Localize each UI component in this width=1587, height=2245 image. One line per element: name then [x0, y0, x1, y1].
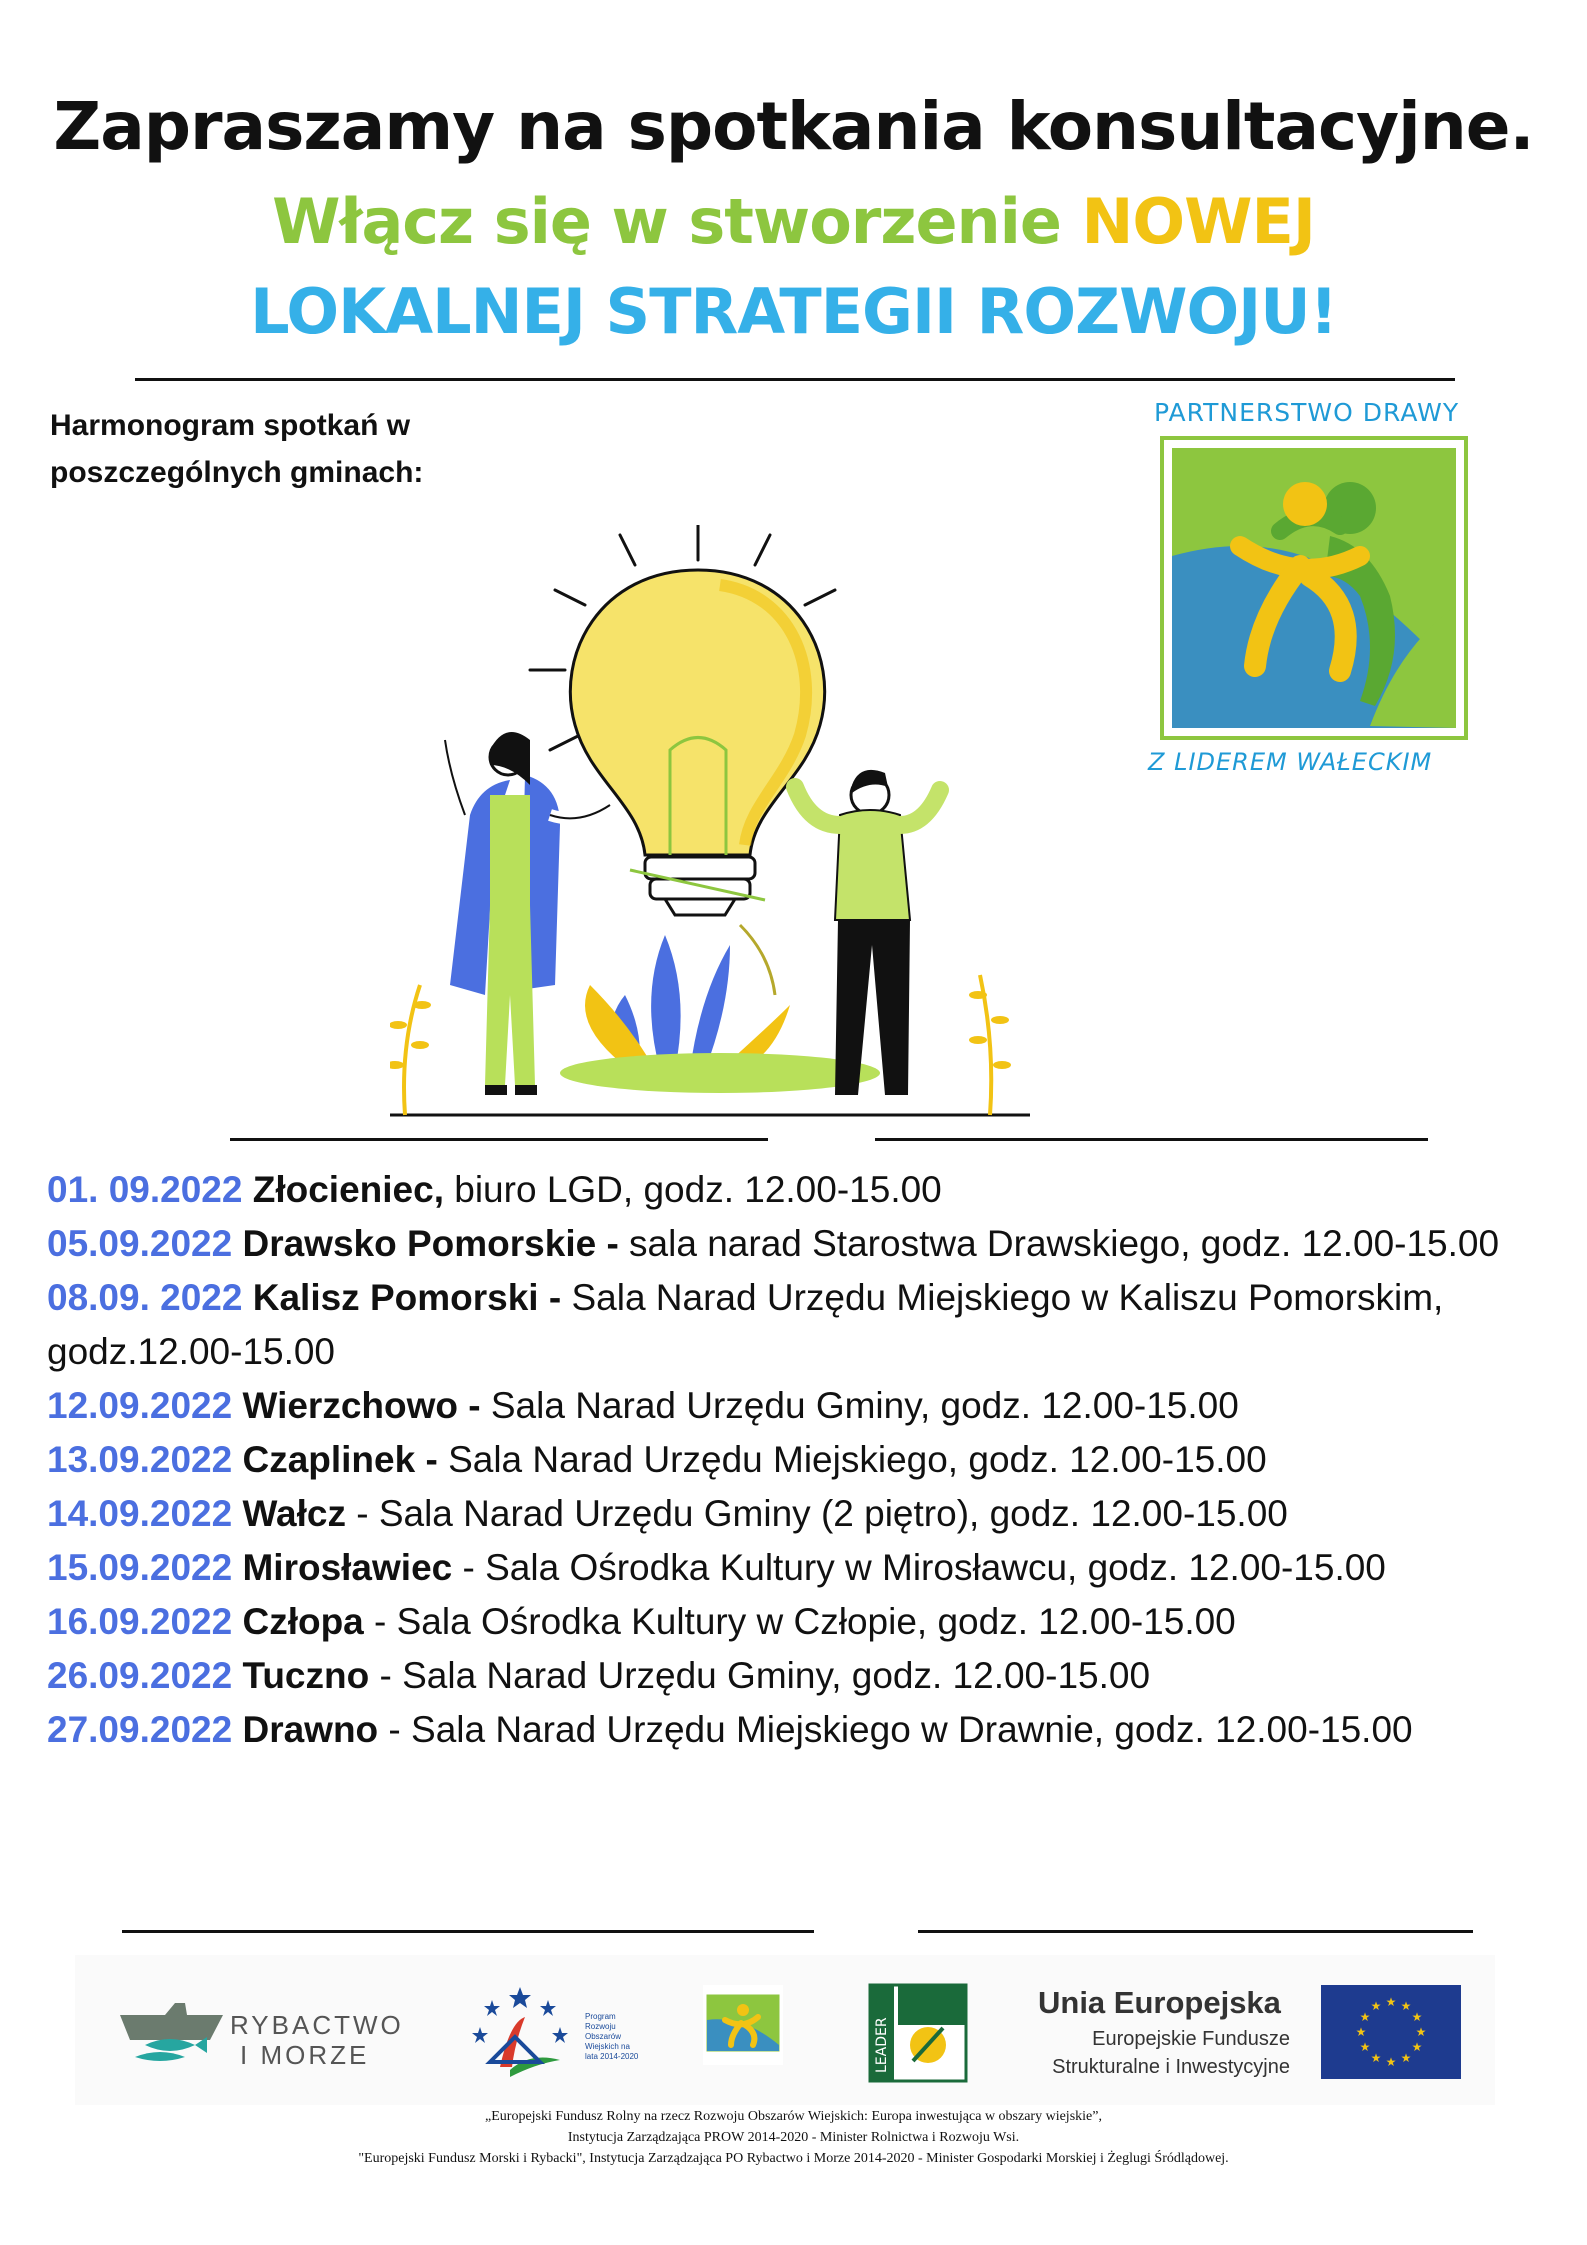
schedule-place: Złocieniec,	[252, 1169, 444, 1210]
eu-star-icon: ★	[1415, 2025, 1427, 2039]
schedule-place: Drawsko Pomorskie -	[242, 1223, 619, 1264]
logo-partnerstwo-top-text: PARTNERSTWO DRAWY	[1154, 398, 1460, 427]
schedule-item	[47, 1541, 1527, 1595]
prow-logo	[470, 1982, 570, 2082]
partnerstwo-drawy-small-logo	[703, 1985, 783, 2065]
schedule-date: 14.09.2022	[47, 1493, 233, 1534]
lightbulb-illustration	[390, 525, 1035, 1125]
leader-label: LEADER	[874, 2017, 890, 2073]
schedule-details: sala narad Starostwa Drawskiego, godz. 12.00-15.00	[618, 1223, 1500, 1264]
schedule-list	[47, 1163, 1547, 1757]
partnerstwo-drawy-logo	[1160, 436, 1468, 740]
ue-subtitle-line1: Europejskie Fundusze	[1092, 2028, 1290, 2050]
eu-star-icon: ★	[1359, 2010, 1371, 2024]
schedule-place: Drawno	[242, 1709, 379, 1750]
eu-star-icon: ★	[1385, 2055, 1397, 2069]
schedule-date: 13.09.2022	[47, 1439, 233, 1480]
schedule-date: 05.09.2022	[47, 1223, 233, 1264]
eu-star-icon: ★	[1370, 2050, 1382, 2065]
schedule-place: Wałcz	[242, 1493, 346, 1534]
schedule-date: 08.09. 2022	[47, 1277, 243, 1318]
schedule-item	[47, 1487, 1547, 1541]
ue-subtitle	[1010, 2025, 1290, 2081]
divider-bottom-left	[122, 1930, 814, 1933]
schedule-details: - Sala Ośrodka Kultury w Mirosławcu, godz. 12.00-15.00	[452, 1547, 1386, 1588]
eu-flag-icon	[1320, 1985, 1462, 2079]
divider-top	[135, 378, 1455, 381]
subheading-green-text: Włącz się w stworzenie	[272, 185, 1082, 258]
schedule-details: Sala Narad Urzędu Miejskiego, godz. 12.00-15.00	[437, 1439, 1267, 1480]
funding-note-line3: "Europejski Fundusz Morski i Rybacki", Instytucja Zarządzająca PO Rybactwo i Morze 2014-2020 - Minister Gospodarki Morskiej i Żeglugi Śródlądowej.	[358, 2151, 1229, 2166]
schedule-place: Wierzchowo -	[242, 1385, 481, 1426]
rybactwo-line1: RYBACTWO	[230, 2010, 404, 2040]
schedule-place: Człopa	[242, 1601, 364, 1642]
subheading-yellow-text: NOWEJ	[1081, 185, 1315, 258]
eu-star-icon: ★	[1400, 2050, 1412, 2065]
schedule-date: 01. 09.2022	[47, 1169, 243, 1210]
eu-star-icon: ★	[1411, 2010, 1423, 2024]
schedule-item	[47, 1217, 1527, 1271]
schedule-place: Czaplinek -	[242, 1439, 438, 1480]
main-heading: Zapraszamy na spotkania konsultacyjne.	[53, 88, 1534, 165]
schedule-intro-line1: Harmonogram spotkań w	[50, 409, 411, 442]
funding-notes	[0, 2106, 1587, 2169]
schedule-details: Sala Narad Urzędu Gminy, godz. 12.00-15.00	[480, 1385, 1239, 1426]
ue-subtitle-line2: Strukturalne i Inwestycyjne	[1052, 2056, 1290, 2078]
schedule-date: 16.09.2022	[47, 1601, 233, 1642]
schedule-item	[47, 1271, 1477, 1379]
subheading-line3: LOKALNEJ STRATEGII ROZWOJU!	[250, 275, 1337, 348]
schedule-item	[47, 1433, 1547, 1487]
schedule-intro	[50, 402, 570, 496]
subheading-line2	[0, 185, 1587, 258]
rybactwo-line2: I MORZE	[240, 2040, 370, 2070]
schedule-details: - Sala Narad Urzędu Gminy, godz. 12.00-15.00	[369, 1655, 1151, 1696]
eu-star-icon: ★	[1359, 2040, 1371, 2054]
schedule-place: Kalisz Pomorski -	[252, 1277, 562, 1318]
schedule-details: Sala Narad Urzędu Miejskiego w Kaliszu Pomorskim, godz.12.00-15.00	[47, 1277, 1444, 1372]
schedule-place: Tuczno	[242, 1655, 370, 1696]
eu-star-icon: ★	[1355, 2025, 1367, 2039]
schedule-date: 26.09.2022	[47, 1655, 233, 1696]
schedule-date: 12.09.2022	[47, 1385, 233, 1426]
funding-note-line1: „Europejski Fundusz Rolny na rzecz Rozwoju Obszarów Wiejskich: Europa inwestująca w obszary wiejskie”,	[485, 2109, 1102, 2124]
schedule-item	[47, 1703, 1537, 1757]
leader-logo	[868, 1983, 968, 2083]
schedule-date: 15.09.2022	[47, 1547, 233, 1588]
divider-schedule-right	[875, 1138, 1428, 1141]
eu-star-icon: ★	[1370, 1999, 1382, 2014]
funding-note-line2: Instytucja Zarządzająca PROW 2014-2020 - Minister Rolnictwa i Rozwoju Wsi.	[567, 2130, 1020, 2145]
schedule-place: Mirosławiec	[242, 1547, 453, 1588]
schedule-details: - Sala Ośrodka Kultury w Człopie, godz. 12.00-15.00	[363, 1601, 1236, 1642]
schedule-details: - Sala Narad Urzędu Gminy (2 piętro), godz. 12.00-15.00	[345, 1493, 1288, 1534]
schedule-details: - Sala Narad Urzędu Miejskiego w Drawnie, godz. 12.00-15.00	[378, 1709, 1413, 1750]
prow-text: Program Rozwoju Obszarów Wiejskich na lata 2014-2020	[585, 2012, 639, 2061]
schedule-details: biuro LGD, godz. 12.00-15.00	[443, 1169, 942, 1210]
divider-bottom-right	[918, 1930, 1473, 1933]
schedule-item	[47, 1379, 1547, 1433]
schedule-date: 27.09.2022	[47, 1709, 233, 1750]
schedule-item	[47, 1649, 1547, 1703]
divider-schedule-left	[230, 1138, 768, 1141]
eu-star-icon: ★	[1400, 1999, 1412, 2014]
rybactwo-logo	[115, 1995, 225, 2065]
schedule-item	[47, 1595, 1547, 1649]
eu-star-icon: ★	[1411, 2040, 1423, 2054]
schedule-item	[47, 1163, 1547, 1217]
ue-title: Unia Europejska	[1038, 1985, 1281, 2020]
eu-star-icon: ★	[1385, 1995, 1397, 2009]
logo-partnerstwo-bottom-text: Z LIDEREM WAŁECKIM	[1148, 748, 1433, 776]
schedule-intro-line2: poszczególnych gminach:	[50, 456, 424, 489]
